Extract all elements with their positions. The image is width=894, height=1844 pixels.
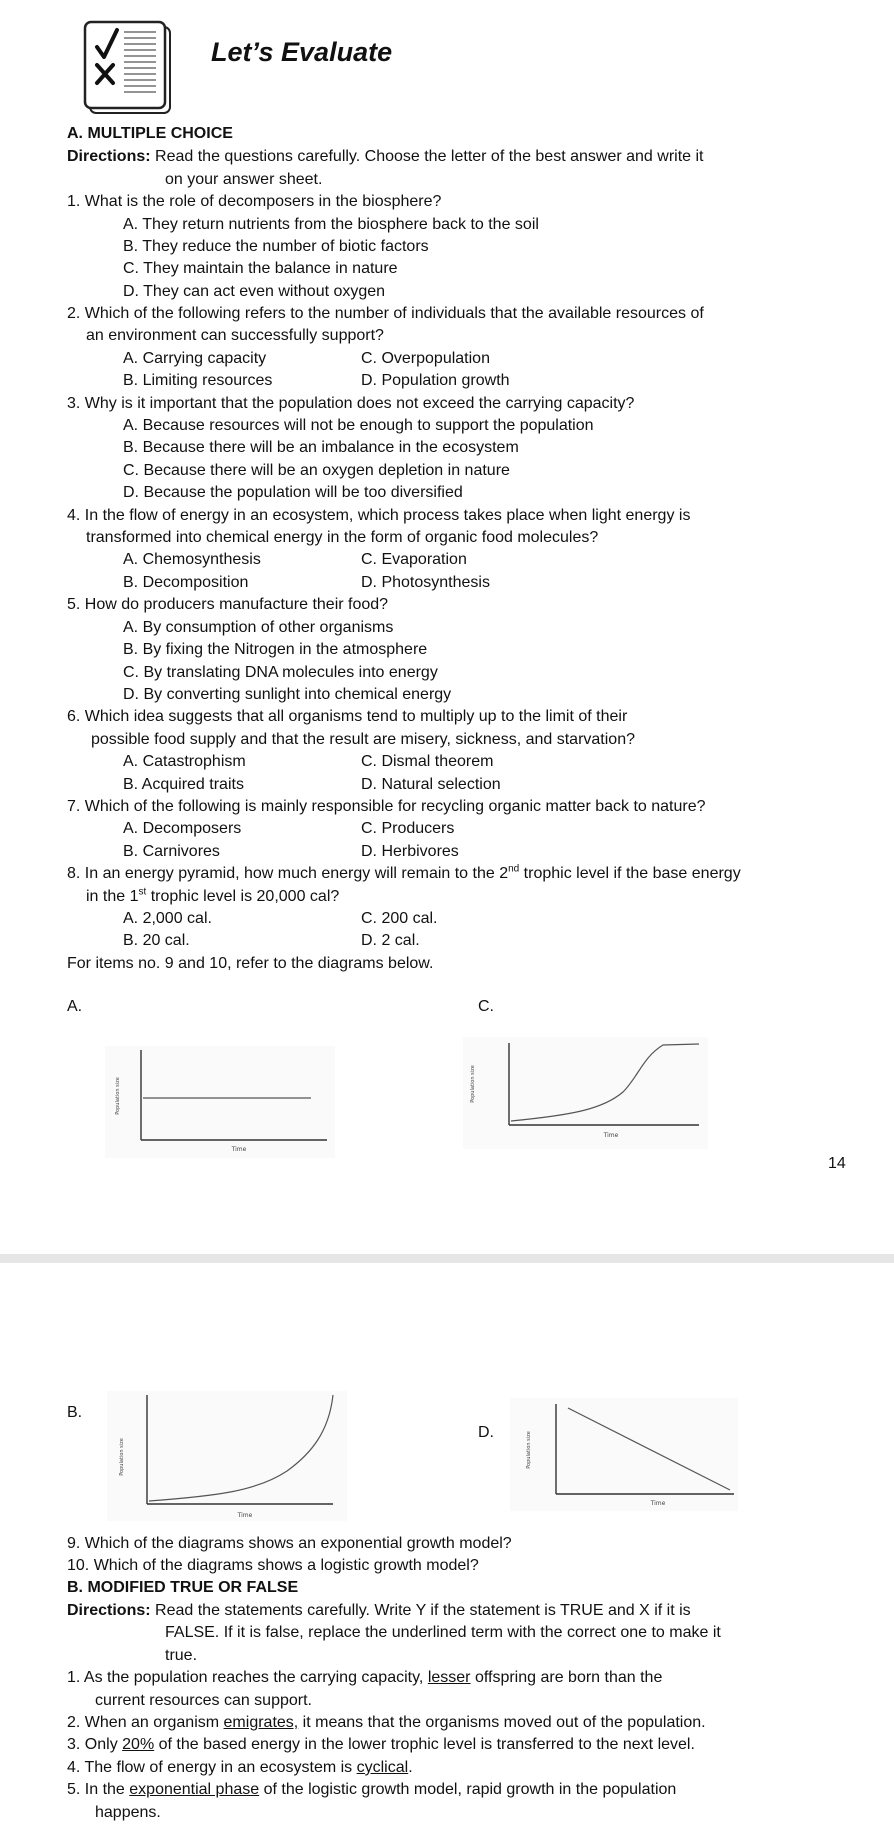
- statement-2: 2. When an organism emigrates, it means that the organisms moved out of the population.: [67, 1714, 706, 1731]
- diagram-c-xlabel: Time: [603, 1132, 619, 1139]
- question-8-stem: 8. In an energy pyramid, how much energy will remain to the 2nd trophic level if the base energy: [67, 863, 741, 882]
- question-2-stem-2: an environment can successfully support?: [86, 327, 384, 344]
- question-8-option-d: D. 2 cal.: [361, 932, 420, 949]
- diagram-d-ylabel: Population size: [526, 1431, 532, 1469]
- statement-1: 1. As the population reaches the carrying capacity, lesser offspring are born than the: [67, 1669, 663, 1686]
- question-1-option-b: B. They reduce the number of biotic factors: [123, 238, 429, 255]
- directions-text-2: on your answer sheet.: [165, 171, 323, 188]
- question-7-stem: 7. Which of the following is mainly responsible for recycling organic matter back to nature?: [67, 798, 706, 815]
- question-3-option-b: B. Because there will be an imbalance in the ecosystem: [123, 439, 519, 456]
- checklist-icon: [84, 21, 174, 115]
- section-b-directions-3: true.: [165, 1647, 198, 1664]
- question-6-option-d: D. Natural selection: [361, 776, 501, 793]
- diagram-c-label: C.: [478, 998, 494, 1015]
- question-4-option-a: A. Chemosynthesis: [123, 551, 261, 568]
- diagram-a-graph: [105, 1046, 335, 1158]
- diagram-b-label: B.: [67, 1404, 83, 1421]
- question-2-stem: 2. Which of the following refers to the number of individuals that the available resources of: [67, 305, 704, 322]
- diagram-a-xlabel: Time: [231, 1146, 247, 1153]
- question-4-option-b: B. Decomposition: [123, 574, 249, 591]
- diagram-d-xlabel: Time: [650, 1500, 666, 1507]
- question-7-option-c: C. Producers: [361, 820, 455, 837]
- diagram-a-ylabel: Population size: [115, 1077, 121, 1115]
- diagram-b-ylabel: Population size: [119, 1438, 125, 1476]
- diagram-d-label: D.: [478, 1424, 494, 1441]
- question-4-option-d: D. Photosynthesis: [361, 574, 490, 591]
- question-9: 9. Which of the diagrams shows an exponential growth model?: [67, 1535, 512, 1552]
- page-break: [0, 1254, 894, 1263]
- question-2-option-d: D. Population growth: [361, 372, 510, 389]
- question-4-stem: 4. In the flow of energy in an ecosystem, which process takes place when light energy is: [67, 507, 691, 524]
- question-6-stem: 6. Which idea suggests that all organisms tend to multiply up to the limit of their: [67, 708, 628, 725]
- question-8-stem-2: in the 1st trophic level is 20,000 cal?: [86, 886, 340, 905]
- question-1-stem: 1. What is the role of decomposers in the biosphere?: [67, 193, 442, 210]
- question-2-option-b: B. Limiting resources: [123, 372, 273, 389]
- statement-1-line-2: current resources can support.: [95, 1692, 312, 1709]
- section-b-heading: B. MODIFIED TRUE OR FALSE: [67, 1579, 299, 1596]
- statement-5-line-2: happens.: [95, 1804, 161, 1821]
- section-a-heading: A. MULTIPLE CHOICE: [67, 125, 233, 142]
- statement-5: 5. In the exponential phase of the logistic growth model, rapid growth in the population: [67, 1781, 677, 1798]
- question-7-option-b: B. Carnivores: [123, 843, 220, 860]
- question-3-option-d: D. Because the population will be too diversified: [123, 484, 463, 501]
- question-7-option-d: D. Herbivores: [361, 843, 459, 860]
- page-title: Let’s Evaluate: [211, 37, 393, 67]
- question-4-option-c: C. Evaporation: [361, 551, 467, 568]
- question-3-option-a: A. Because resources will not be enough to support the population: [123, 417, 594, 434]
- diagrams-intro: For items no. 9 and 10, refer to the diagrams below.: [67, 955, 434, 972]
- directions-text: Read the questions carefully. Choose the letter of the best answer and write it: [155, 148, 704, 165]
- directions-label: Directions:: [67, 148, 151, 165]
- diagram-d-graph: [510, 1398, 738, 1511]
- question-6-option-a: A. Catastrophism: [123, 753, 246, 770]
- section-a-directions: [67, 146, 703, 168]
- directions-label: Directions:: [67, 1602, 151, 1619]
- question-1-option-a: A. They return nutrients from the biosphere back to the soil: [123, 216, 539, 233]
- question-6-option-b: B. Acquired traits: [123, 776, 244, 793]
- question-6-stem-2: possible food supply and that the result are misery, sickness, and starvation?: [91, 731, 635, 748]
- question-3-stem: 3. Why is it important that the population does not exceed the carrying capacity?: [67, 395, 635, 412]
- directions-text: Read the statements carefully. Write Y if the statement is TRUE and X if it is: [155, 1602, 691, 1619]
- question-5-stem: 5. How do producers manufacture their food?: [67, 596, 389, 613]
- section-b-directions-2: FALSE. If it is false, replace the underlined term with the correct one to make it: [165, 1624, 721, 1641]
- question-1-option-d: D. They can act even without oxygen: [123, 283, 386, 300]
- question-2-option-c: C. Overpopulation: [361, 350, 490, 367]
- question-8-option-a: A. 2,000 cal.: [123, 910, 212, 927]
- question-1-option-c: C. They maintain the balance in nature: [123, 260, 398, 277]
- question-5-option-d: D. By converting sunlight into chemical energy: [123, 686, 452, 703]
- question-5-option-a: A. By consumption of other organisms: [123, 619, 394, 636]
- question-8-option-b: B. 20 cal.: [123, 932, 190, 949]
- diagram-a-label: A.: [67, 998, 83, 1015]
- question-4-stem-2: transformed into chemical energy in the form of organic food molecules?: [86, 529, 599, 546]
- question-3-option-c: C. Because there will be an oxygen depletion in nature: [123, 462, 510, 479]
- question-10: 10. Which of the diagrams shows a logistic growth model?: [67, 1557, 479, 1574]
- question-8-option-c: C. 200 cal.: [361, 910, 438, 927]
- diagram-c-ylabel: Population size: [470, 1065, 476, 1103]
- diagram-b-xlabel: Time: [237, 1512, 253, 1519]
- statement-3: 3. Only 20% of the based energy in the lower trophic level is transferred to the next level.: [67, 1736, 695, 1753]
- diagram-b-graph: [107, 1391, 347, 1521]
- statement-4: 4. The flow of energy in an ecosystem is cyclical.: [67, 1759, 413, 1776]
- section-b-directions: [67, 1600, 691, 1622]
- page-number: 14: [828, 1155, 846, 1172]
- question-5-option-b: B. By fixing the Nitrogen in the atmosphere: [123, 641, 428, 658]
- question-2-option-a: A. Carrying capacity: [123, 350, 267, 367]
- question-7-option-a: A. Decomposers: [123, 820, 242, 837]
- question-6-option-c: C. Dismal theorem: [361, 753, 494, 770]
- question-5-option-c: C. By translating DNA molecules into energy: [123, 664, 438, 681]
- diagram-c-graph: [463, 1037, 708, 1149]
